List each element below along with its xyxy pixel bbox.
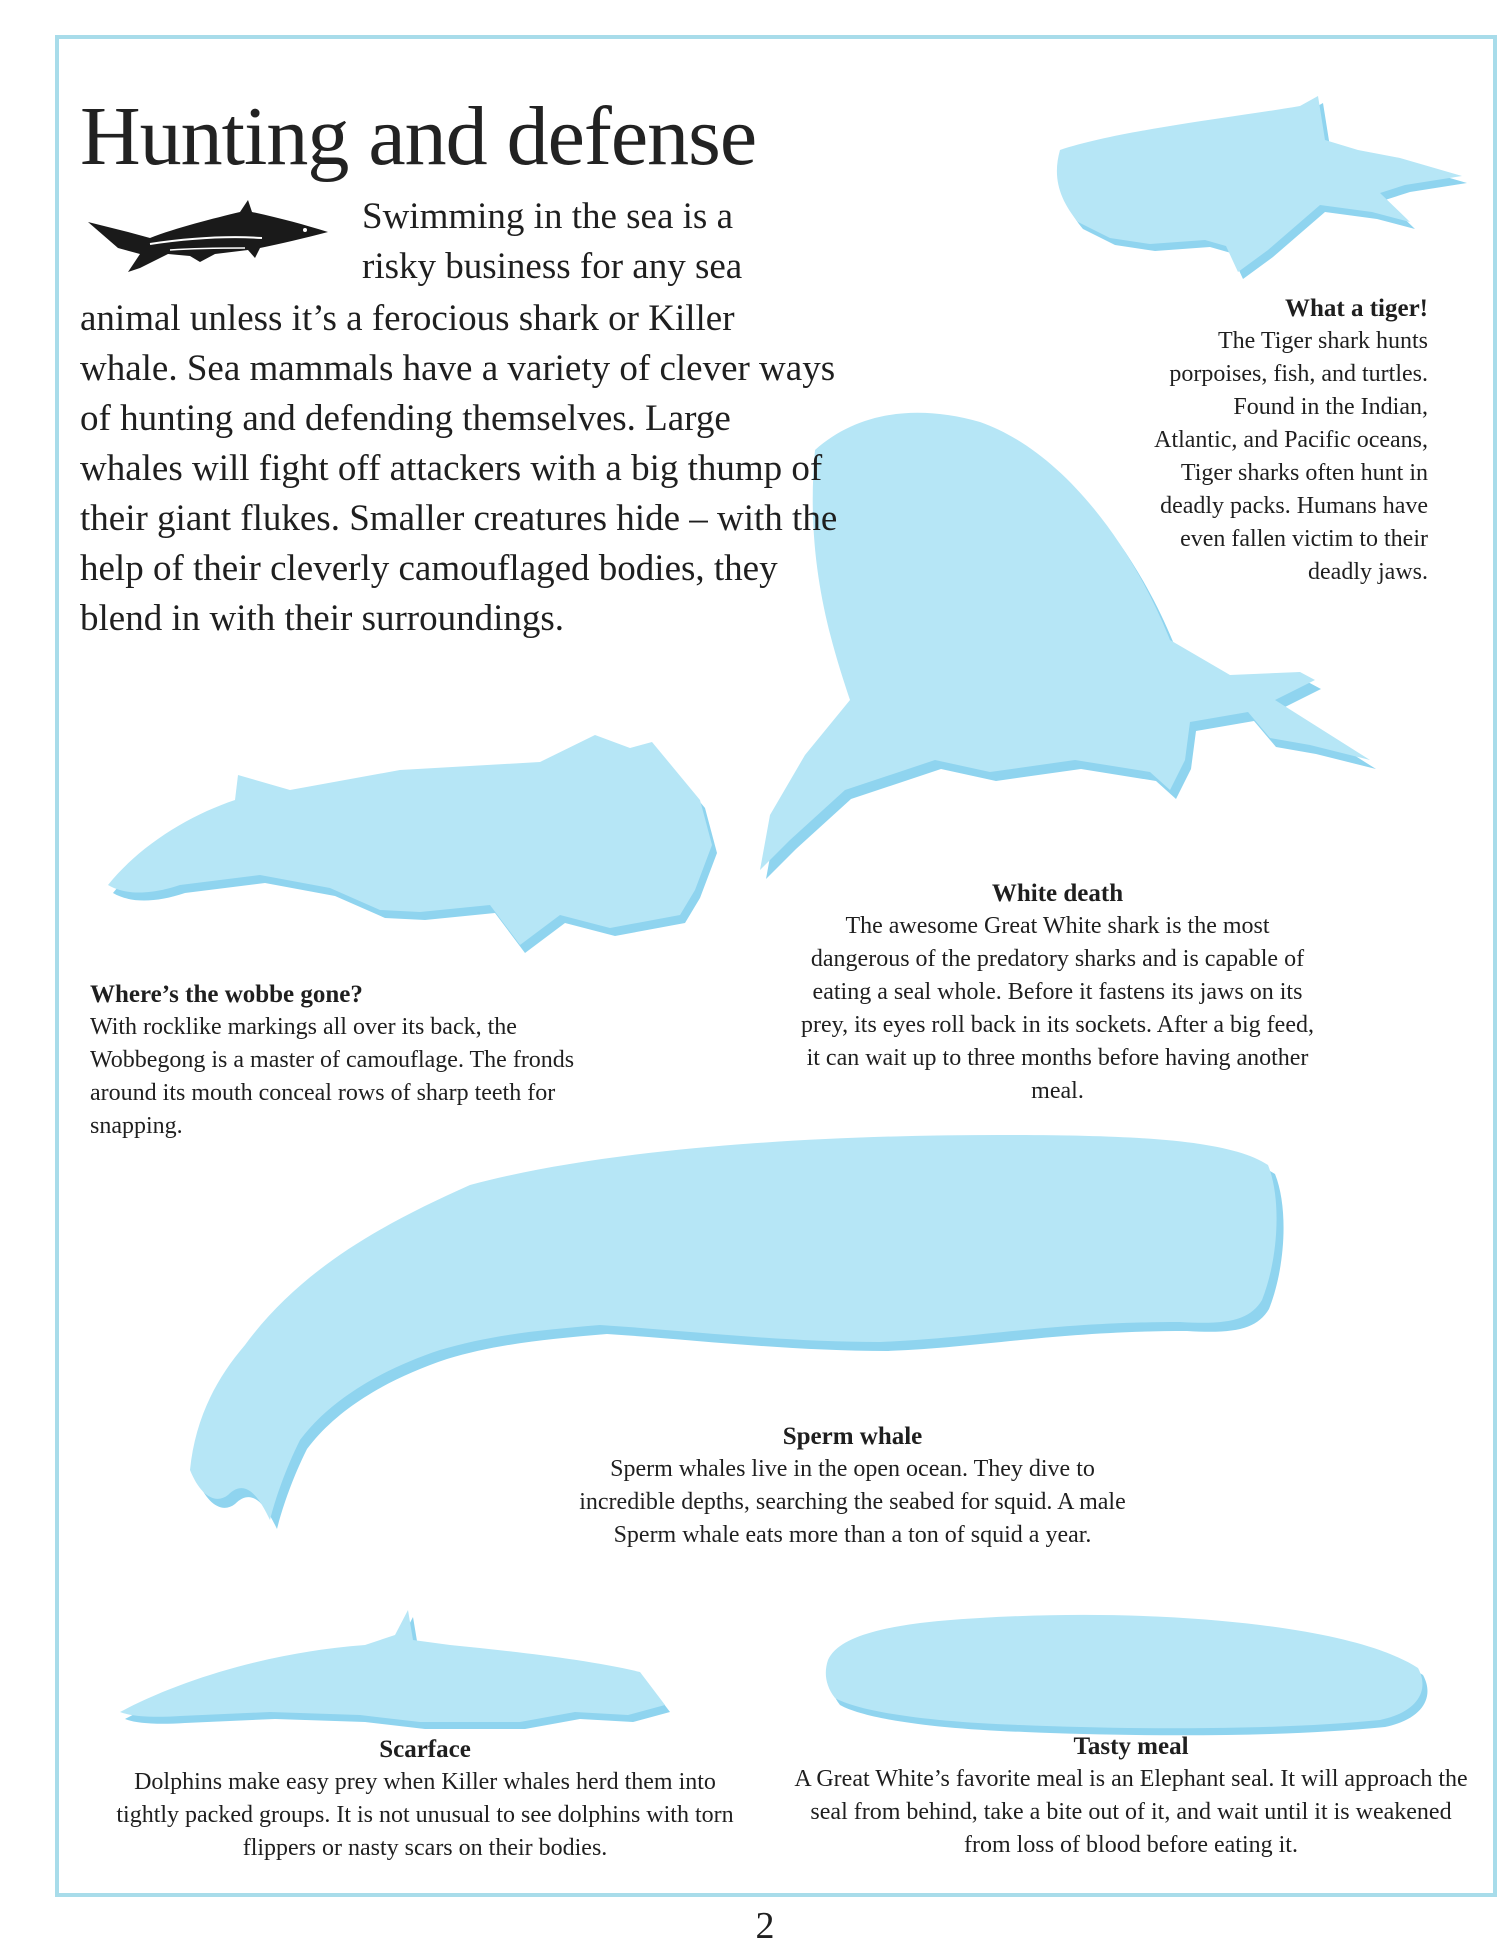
caption-body: The awesome Great White shark is the most dangerous of the predatory sharks and is capable of eating a seal whole. Before it fastens its jaws on its prey, its eyes roll back in its sockets. After a big feed, it can wait up to three months before having another meal. <box>801 913 1314 1104</box>
caption-heading: Sperm whale <box>782 1423 923 1450</box>
intro-text-first-lines: Swimming in the sea is a risky business for any sea <box>362 196 743 287</box>
caption-tiger-shark <box>1150 292 1428 589</box>
intro-text-continued: animal unless it’s a ferocious shark or Killer whale. Sea mammals have a variety of clever ways of hunting and defending themselves. Large whales will fight off attackers with a big thump of their giant flukes. Smaller creatures hide – with the help of their cleverly camouflaged bodies, they blend in with their surroundings. <box>80 298 838 639</box>
caption-great-white <box>795 877 1320 1108</box>
wobbegong-silhouette <box>108 735 717 953</box>
caption-tasty-meal <box>786 1730 1476 1862</box>
shark-drawing-icon <box>88 200 328 272</box>
caption-body: With rocklike markings all over its back, the Wobbegong is a master of camouflage. The fronds around its mouth conceal rows of sharp teeth for snapping. <box>90 1014 575 1139</box>
caption-sperm-whale <box>565 1420 1140 1552</box>
caption-body: The Tiger shark hunts porpoises, fish, and turtles. Found in the Indian, Atlantic, and Pacific oceans, Tiger sharks often hunt in deadly packs. Humans have even fallen victim to their deadly jaws. <box>1154 328 1428 585</box>
page-number: 2 <box>755 1905 775 1947</box>
page-title: Hunting and defense <box>80 90 757 183</box>
caption-heading: Tasty meal <box>1073 1733 1189 1760</box>
caption-body: A Great White’s favorite meal is an Elephant seal. It will approach the seal from behind, take a bite out of it, and wait until it is weakened from loss of blood before eating it. <box>794 1766 1468 1858</box>
tiger-shark-silhouette <box>1057 96 1467 279</box>
caption-wobbegong <box>90 978 610 1143</box>
caption-heading: Where’s the wobbe gone? <box>90 981 363 1008</box>
elephant-seal-silhouette <box>826 1615 1428 1735</box>
caption-scarface <box>105 1733 745 1865</box>
caption-body: Dolphins make easy prey when Killer whales herd them into tightly packed groups. It is not unusual to see dolphins with torn flippers or nasty scars on their bodies. <box>116 1769 734 1861</box>
dolphin-silhouette <box>120 1610 670 1729</box>
caption-heading: Scarface <box>379 1736 471 1763</box>
caption-heading: What a tiger! <box>1284 295 1428 322</box>
caption-heading: White death <box>991 880 1124 907</box>
caption-body: Sperm whales live in the open ocean. They dive to incredible depths, searching the seabed for squid. A male Sperm whale eats more than a ton of squid a year. <box>579 1456 1126 1548</box>
